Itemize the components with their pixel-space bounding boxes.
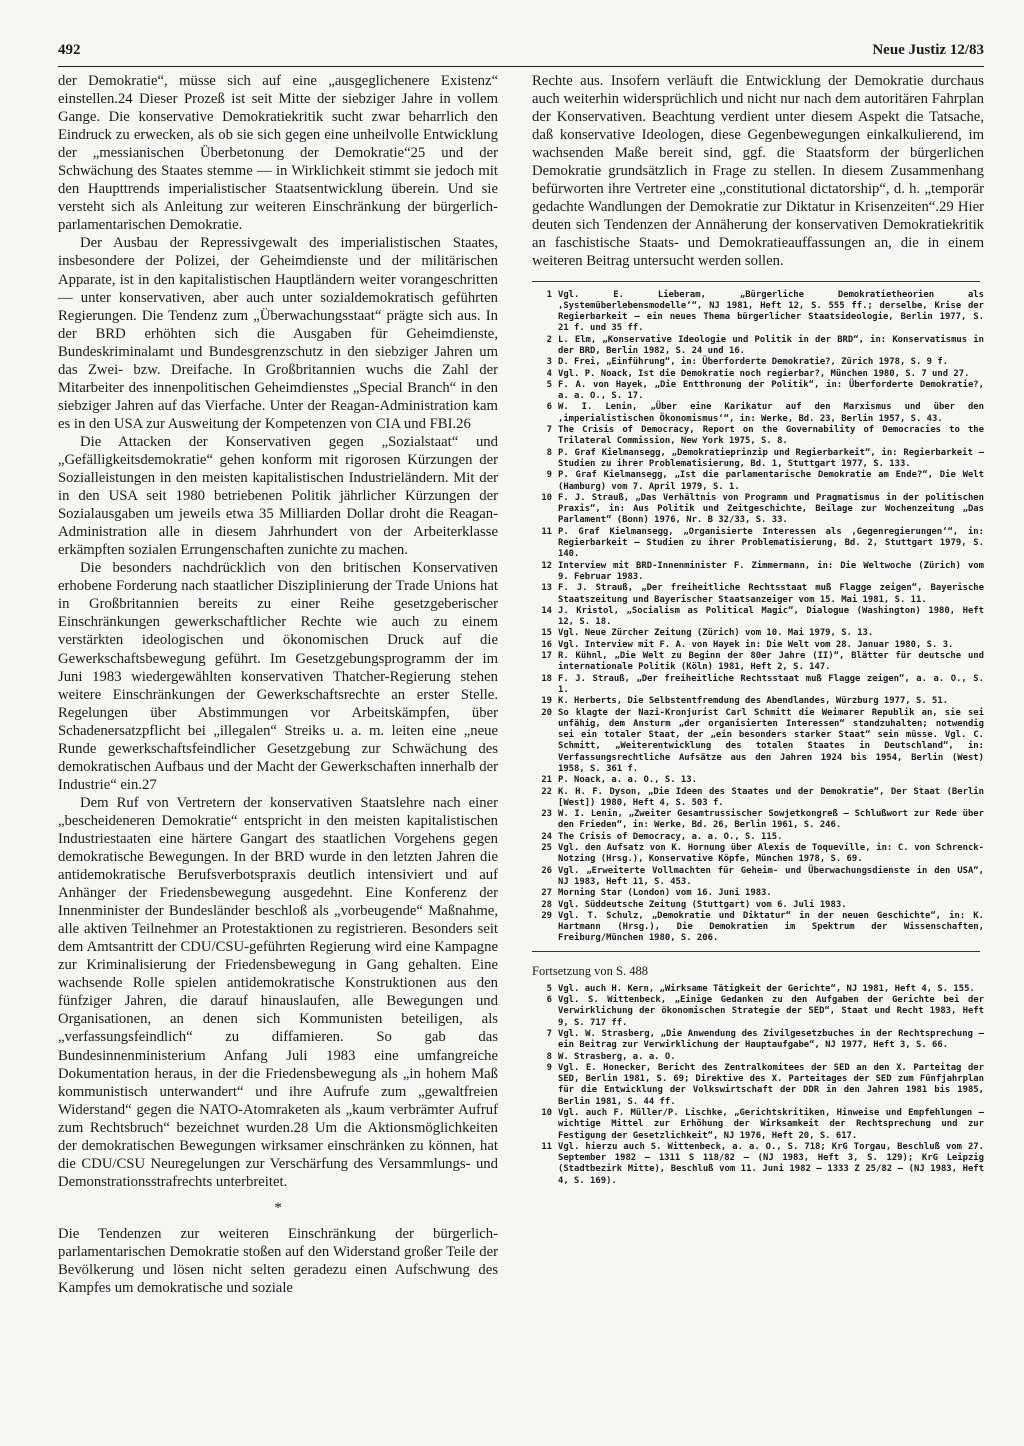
- footnote-number: 14: [541, 605, 552, 616]
- closing-paragraph: Die Tendenzen zur weiteren Einschränkung der bürgerlich-parlamentarischen Demokratie stoßen auf den Widerstand großer Teile der Bevölkerung und lösen nicht selten geradezu einen Aufschwung des Kampfes um demokratische und soziale: [58, 1225, 498, 1297]
- footnote-text: Vgl. auch F. Müller/P. Lischke, „Gerichtskritiken, Hinweise und Empfehlungen — wichtige Mittel zur Erhöhung der Wirksamkeit der Rechtsprechung und zur Festigung der Gesetzlichkeit“, NJ 1976, Heft 20, S. 617.: [558, 1108, 984, 1141]
- footnote-text: Vgl. E. Honecker, Bericht des Zentralkomitees der SED an den X. Parteitag der SED, Berlin 1981, S. 69; Direktive des X. Parteitages der SED zum Fünfjahrplan für die Entwicklung der Volkswirtschaft der DDR in den Jahren 1981 bis 1985, Berlin 1981, S. 44 ff.: [558, 1062, 984, 1107]
- footnote: [532, 493, 984, 527]
- footnote: [532, 984, 984, 995]
- footnote-text: L. Elm, „Konservative Ideologie und Politik in der BRD“, in: Konservatismus in der BRD, Berlin 1982, S. 24 und 16.: [558, 334, 984, 356]
- footnote-number: 15: [541, 628, 552, 639]
- footnote: [532, 583, 984, 606]
- header-rule: [58, 66, 984, 67]
- footnote-number: 6: [546, 995, 552, 1006]
- footnote: [532, 888, 984, 899]
- footnote: [532, 674, 984, 697]
- footnote-text: Morning Star (London) vom 16. Juni 1983.: [558, 888, 772, 899]
- footnote-list: [532, 290, 984, 945]
- footnote-number: 6: [546, 402, 552, 413]
- footnote-text: P. Graf Kielmansegg, „Ist die parlamentarische Demokratie am Ende?“, Die Welt (Hamburg) vom 7. April 1979, S. 1.: [558, 470, 984, 492]
- footnote-number: 10: [541, 492, 552, 503]
- footnote: [532, 380, 984, 403]
- footnote-number: 4: [546, 368, 552, 379]
- footnote-text: P. Noack, a. a. O., S. 13.: [558, 775, 697, 786]
- footnote-number: 7: [546, 1028, 552, 1039]
- footnote-number: 3: [546, 357, 552, 368]
- footnote-number: 22: [541, 786, 552, 797]
- footnote-text: R. Kühnl, „Die Welt zu Beginn der 80er Jahre (II)“, Blätter für deutsche und internationale Politik (Köln) 1981, Heft 2, S. 147.: [558, 651, 984, 673]
- footnote: [532, 809, 984, 832]
- footnote: [532, 369, 984, 380]
- footnote: [532, 995, 984, 1029]
- footnote-text: K. Herberts, Die Selbstentfremdung des Abendlandes, Würzburg 1977, S. 51.: [558, 696, 949, 707]
- footnote-number: 26: [541, 865, 552, 876]
- footnote-text: Interview mit BRD-Innenminister F. Zimmermann, in: Die Weltwoche (Zürich) vom 9. Februar 1983.: [558, 560, 984, 582]
- footnote: [532, 448, 984, 471]
- footnote-number: 5: [546, 983, 552, 994]
- footnote-text: W. Strasberg, a. a. O.: [558, 1051, 676, 1062]
- footnote-number: 1: [546, 289, 552, 300]
- left-column: [58, 72, 498, 1382]
- footnote-text: K. H. F. Dyson, „Die Ideen des Staates und der Demokratie“, Der Staat (Berlin [West]) 1980, Heft 4, S. 503 f.: [558, 786, 984, 808]
- footnote-number: 19: [541, 696, 552, 707]
- footnote-text: Vgl. Neue Zürcher Zeitung (Zürich) vom 10. Mai 1979, S. 13.: [558, 628, 874, 639]
- footnote-text: Vgl. Süddeutsche Zeitung (Stuttgart) vom 6. Juli 1983.: [558, 899, 847, 910]
- page-header: [58, 42, 984, 68]
- footnote-text: Vgl. „Erweiterte Vollmachten für Geheim- und Überwachungsdienste in den USA“, NJ 1983, Heft 11, S. 453.: [558, 865, 984, 887]
- footnote: [532, 628, 984, 639]
- footnote-text: F. J. Strauß, „Das Verhältnis von Programm und Pragmatismus in der politischen Praxis“, in: Aus Politik und Zeitgeschichte, Beilage zur Wochenzeitung „Das Parlament“ (Bonn) 1976, Nr. B 32/33, S. 33.: [558, 492, 984, 526]
- footnote: [532, 1052, 984, 1063]
- paragraph: der Demokratie“, müsse sich auf eine „ausgeglichenere Existenz“ einstellen.24 Dieser Prozeß ist seit Mitte der siebziger Jahre in vollem Gange. Die konservative Demokratiekritik sucht zwar beharrlich den Eindruck zu erwecken, als ob sie sich gegen eine unheilvolle Entwicklung der „messianischen Überbetonung der Demokratie“25 und der Schwächung des Staates stemme — in Wirklichkeit stimmt sie jedoch mit den Haupttrends imperialistischer Staatsentwicklung überein. Und sie versteht sich als Anleitung zur weiteren Einschränkung der bürgerlich-parlamentarischen Demokratie.: [58, 73, 498, 234]
- footnote-number: 8: [546, 447, 552, 458]
- footnote: [532, 843, 984, 866]
- footnote: [532, 527, 984, 561]
- paragraph: Dem Ruf von Vertretern der konservativen Staatslehre nach einer „bescheideneren Demokratie“ entspricht in den meisten kapitalistischen Industriestaaten eine härtere Gangart des staatlichen Vorgehens gegen demokratische Bewegungen. In der BRD wurde in den letzten Jahren die antidemokratische Berufsverbotspraxis deutlich intensiviert und auf Anhänger der Friedensbewegung ausgedehnt. Eine Konferenz der Innenminister der Bundesländer beschloß als „vorbeugende“ Maßnahme, alle aktiven Teilnehmer an Protestaktionen zu registrieren. Besonders seit dem Amtsantritt der CDU/CSU-geführten Regierung wird eine Kampagne zur Kriminalisierung der Friedensbewegung in Gang gehalten. Eine wachsende Rolle spielen antidemokratische Konstruktionen aus den fünfziger Jahren, die darauf hinauslaufen, alle Bewegungen und Organisationen, an denen sich Kommunisten beteiligen, als „verfassungsfeindlich“ zu diffamieren. So gab das Bundesinnenministerium Anfang Juli 1983 eine umfangreiche Dokumentation heraus, in der die Friedensbewegung als „in hohem Maß kommunistisch unterwandert“ und ihre Aufrufe zum „gewaltfreien Widerstand“ gegen die NATO-Atomraketen als „kaum verbrämter Aufruf zum Rechtsbruch“ bezeichnet wurden.28 Um die Aktionsmöglichkeiten der demokratischen Bewegungen wirksamer einschränken zu können, hat die CDU/CSU Neuregelungen zur Verschärfung des Versammlungs- und Demonstrationsstrafrechts unterbreitet.: [58, 794, 498, 1190]
- footnote-number: 17: [541, 651, 552, 662]
- footnote-text: Vgl. den Aufsatz von K. Hornung über Alexis de Toqueville, in: C. von Schrenck-Notzing (Hrsg.), Konservative Köpfe, München 1978, S. 69.: [558, 843, 984, 865]
- page-number: 492: [58, 42, 81, 58]
- footnote-number: 28: [541, 899, 552, 910]
- footnote: [532, 651, 984, 674]
- footnote-number: 21: [541, 775, 552, 786]
- footnote-text: W. I. Lenin, „Zweiter Gesamtrussischer Sowjetkongreß — Schlußwort zur Rede über den Frieden“, in: Werke, Bd. 26, Berlin 1961, S. 246.: [558, 809, 984, 831]
- continuation-rule: [532, 951, 980, 952]
- footnote: [532, 357, 984, 368]
- footnote-text: The Crisis of Democracy, a. a. O., S. 115.: [558, 831, 783, 842]
- footnote-text: Vgl. W. Strasberg, „Die Anwendung des Zivilgesetzbuches in der Rechtsprechung — ein Beitrag zur Verwirklichung der Hauptaufgabe“, NJ 1977, Heft 3, S. 66.: [558, 1028, 984, 1051]
- footnote-text: F. J. Strauß, „Der freiheitliche Rechtsstaat muß Flagge zeigen“, Bayerische Staatszeitung und Bayerischer Staatsanzeiger vom 15. Mai 1981, S. 11.: [558, 583, 984, 605]
- footnote-number: 23: [541, 809, 552, 820]
- footnote: [532, 787, 984, 810]
- footnote-text: So klagte der Nazi-Kronjurist Carl Schmitt die Weimarer Republik an, sie sei unfähig, dem Ansturm „der organisierten Interessen“ standzuhalten; notwendig sei ein totaler Staat, der „ein besonders starker Staat“ sein müsse. Vgl. C. Schmitt, „Weiterentwicklung des totalen Staates in Deutschland“, in: Verfassungsrechtliche Aufsätze aus den Jahren 1924 bis 1954, Berlin (West) 1958, S. 361 f.: [558, 707, 984, 774]
- footnote: [532, 1029, 984, 1052]
- footnote: [532, 866, 984, 889]
- continuation-notes: [532, 984, 984, 1187]
- footnote-text: D. Frei, „Einführung“, in: Überforderte Demokratie?, Zürich 1978, S. 9 f.: [558, 357, 949, 368]
- footnote: [532, 290, 984, 335]
- journal-issue: Neue Justiz 12/83: [872, 42, 984, 58]
- footnote-text: Vgl. T. Schulz, „Demokratie und Diktatur“ in der neuen Geschichte“, in: K. Hartmann (Hrsg.), Die Demokratien im Spektrum der Wissenschaften, Freiburg/München 1980, S. 206.: [558, 910, 984, 944]
- footnote: [532, 1063, 984, 1108]
- footnote: [532, 911, 984, 945]
- footnote-text: Vgl. S. Wittenbeck, „Einige Gedanken zu den Aufgaben der Gerichte bei der Verwirklichung der ökonomischen Strategie der SED“, Staat und Recht 1983, Heft 9, S. 717 ff.: [558, 995, 984, 1028]
- footnote-text: Vgl. hierzu auch S. Wittenbeck, a. a. O., S. 718; KrG Torgau, Beschluß vom 27. September 1982 — 1311 S 118/82 — (NJ 1983, Heft 3, S. 129); KrG Leipzig (Stadtbezirk Mitte), Beschluß vom 11. Juni 1982 — 1333 Z 25/82 — (NJ 1983, Heft 4, S. 169).: [558, 1141, 984, 1186]
- footnote-rule: [532, 281, 980, 282]
- footnote-number: 5: [546, 379, 552, 390]
- footnote-text: W. I. Lenin, „Über eine Karikatur auf den Marxismus und über den ‚imperialistischen Ökonomismus‘“, in: Werke, Bd. 23, Berlin 1957, S. 43.: [558, 402, 984, 424]
- footnote-number: 10: [541, 1108, 552, 1118]
- footnote: [532, 425, 984, 448]
- footnote: [532, 606, 984, 629]
- footnote: [532, 1142, 984, 1187]
- footnote-text: F. A. von Hayek, „Die Entthronung der Politik“, in: Überforderte Demokratie?, a. a. O., S. 17.: [558, 379, 984, 402]
- footnote: [532, 832, 984, 843]
- footnote-text: P. Graf Kielmansegg, „Demokratieprinzip und Regierbarkeit“, in: Regierbarkeit — Studien zu ihrer Problematisierung, Bd. 1, Stuttgart 1977, S. 133.: [558, 447, 984, 469]
- footnote-number: 13: [541, 583, 552, 594]
- continuation-title: Fortsetzung von S. 488: [532, 963, 648, 978]
- footnote-number: 11: [541, 1141, 552, 1152]
- paragraph: Die besonders nachdrücklich von den britischen Konservativen erhobene Forderung nach staatlicher Disziplinierung der Trade Unions hat in Großbritannien bereits zu einer Reihe gesetzgeberischer Einschränkungen gewerkschaftlicher Rechte wie auch zu einem verstärkten ideologischen und ökonomischen Druck auf die Gewerkschaftsbewegung geführt. Im Gesetzgebungsprogramm der im Juni 1983 wiedergewählten konservativen Thatcher-Regierung stehen weitere Einschränkungen der Gewerkschaftsrechte an erster Stelle. Regelungen über Abstimmungen vor Arbeitskämpfen, über Schadenersatzpflicht bei „illegalen“ Streiks u. a. m. leiten eine „neue Runde gewerkschaftsfeindlicher Gesetzgebung zur Schwächung des demokratischen Aufbaus und der Macht der Gewerkschaften innerhalb der Industrie“ ein.27: [58, 560, 498, 793]
- footnote: [532, 900, 984, 911]
- footnote-text: Vgl. auch H. Kern, „Wirksame Tätigkeit der Gerichte“, NJ 1981, Heft 4, S. 155.: [558, 983, 975, 994]
- footnote-number: 12: [541, 560, 552, 571]
- footnote-text: Vgl. Interview mit F. A. von Hayek in: Die Welt vom 28. Januar 1980, S. 3.: [558, 639, 954, 650]
- footnote-number: 8: [546, 1051, 552, 1062]
- footnote-number: 18: [541, 673, 552, 684]
- footnote-number: 2: [546, 334, 552, 345]
- footnote-number: 27: [541, 888, 552, 899]
- section-separator: *: [274, 1199, 282, 1216]
- footnote: [532, 402, 984, 425]
- footnote-number: 29: [541, 910, 552, 921]
- footnote: [532, 335, 984, 358]
- paragraph: Die Attacken der Konservativen gegen „Sozialstaat“ und „Gefälligkeitsdemokratie“ gehen konform mit rigorosen Kürzungen der Sozialleistungen in den meisten kapitalistischen Industrieländern. Mit der in den USA seit 1980 betriebenen Politik jährlicher Kürzungen der Sozialausgaben um jeweils etwa 35 Milliarden Dollar droht die Reagan-Administration alle in diesem Jahrhundert von der Arbeiterklasse erkämpften sozialen Errungenschaften zunichte zu machen.: [58, 433, 498, 559]
- right-column: [532, 72, 984, 1412]
- footnote: [532, 696, 984, 707]
- footnote-number: 24: [541, 831, 552, 842]
- footnote-number: 25: [541, 843, 552, 854]
- footnote-text: F. J. Strauß, „Der freiheitliche Rechtsstaat muß Flagge zeigen“, a. a. O., S. 1.: [558, 673, 984, 695]
- footnote: [532, 470, 984, 493]
- footnote-number: 9: [546, 470, 552, 481]
- footnote: [532, 775, 984, 786]
- footnote: [532, 640, 984, 651]
- paragraph: Rechte aus. Insofern verläuft die Entwicklung der Demokratie durchaus auch weiterhin widersprüchlich und nicht nur nach dem autoritären Fahrplan der Konservativen. Beachtung verdient unter diesem Aspekt die Tatsache, daß konservative Ideologen, diese Gegenbewegungen einkalkulierend, im wachsenden Maße bereit sind, ggf. die Staatsform der bürgerlichen Demokratie grundsätzlich in Frage zu stellen. In diesem Zusammenhang befürworten ihre Vertreter eine „constitutional dictatorship“, d. h. „temporär gedachte Wandlungen der Demokratie zur Diktatur in Krisenzeiten“.29 Hier deuten sich Tendenzen der Annäherung der konservativen Demokratiekritik an faschistische Staats- und Demokratieauffassungen an, die in einem weiteren Beitrag untersucht werden sollen.: [532, 73, 984, 270]
- footnote-text: The Crisis of Democracy, Report on the Governability of Democracies to the Trilateral Commission, New York 1975, S. 8.: [558, 425, 984, 447]
- footnote: [532, 1108, 984, 1142]
- footnote-number: 7: [546, 425, 552, 436]
- footnote-text: P. Graf Kielmansegg, „Organisierte Interessen als ‚Gegenregierungen‘“, in: Regierbarkeit — Studien zu ihrer Problematisierung, Bd. 2, Stuttgart 1979, S. 140.: [558, 526, 984, 560]
- footnote-number: 20: [541, 707, 552, 718]
- paragraph: Der Ausbau der Repressivgewalt des imperialistischen Staates, insbesondere der Polizei, der Geheimdienste und der militärischen Apparate, ist in den kapitalistischen Hauptländern weiter vorangeschritten — unter konservativen, aber auch unter sozialdemokratisch geführten Regierungen. Die Tendenz zum „Überwachungsstaat“ prägte sich aus. In der BRD erhöhten sich die Ausgaben für Geheimdienste, Bundeskriminalamt und Bundesgrenzschutz in den siebziger Jahren um das Zwei- bzw. Dreifache. In Großbritannien wuchs die Zahl der Mitarbeiter des innenpolitischen Geheimdienstes „Special Branch“ in den siebziger Jahren auf das Vierfache. Unter der Reagan-Administration kam es in den USA zur Ausweitung der Kompetenzen von CIA und FBI.26: [58, 235, 498, 432]
- footnote-text: Vgl. E. Lieberam, „Bürgerliche Demokratietheorien als ‚Systemüberlebensmodelle‘“, NJ 1981, Heft 12, S. 555 ff.; derselbe, Krise der Regierbarkeit — ein neues Thema bürgerlicher Staatsideologie, Berlin 1977, S. 21 f. und 35 ff.: [558, 289, 984, 334]
- footnote: [532, 561, 984, 584]
- footnote: [532, 708, 984, 776]
- footnote-number: 16: [541, 639, 552, 650]
- footnote-number: 9: [546, 1062, 552, 1073]
- footnote-text: Vgl. P. Noack, Ist die Demokratie noch regierbar?, München 1980, S. 7 und 27.: [558, 368, 970, 379]
- footnote-number: 11: [541, 526, 552, 537]
- footnote-text: J. Kristol, „Socialism as Political Magic“, Dialogue (Washington) 1980, Heft 12, S. 18.: [558, 605, 984, 628]
